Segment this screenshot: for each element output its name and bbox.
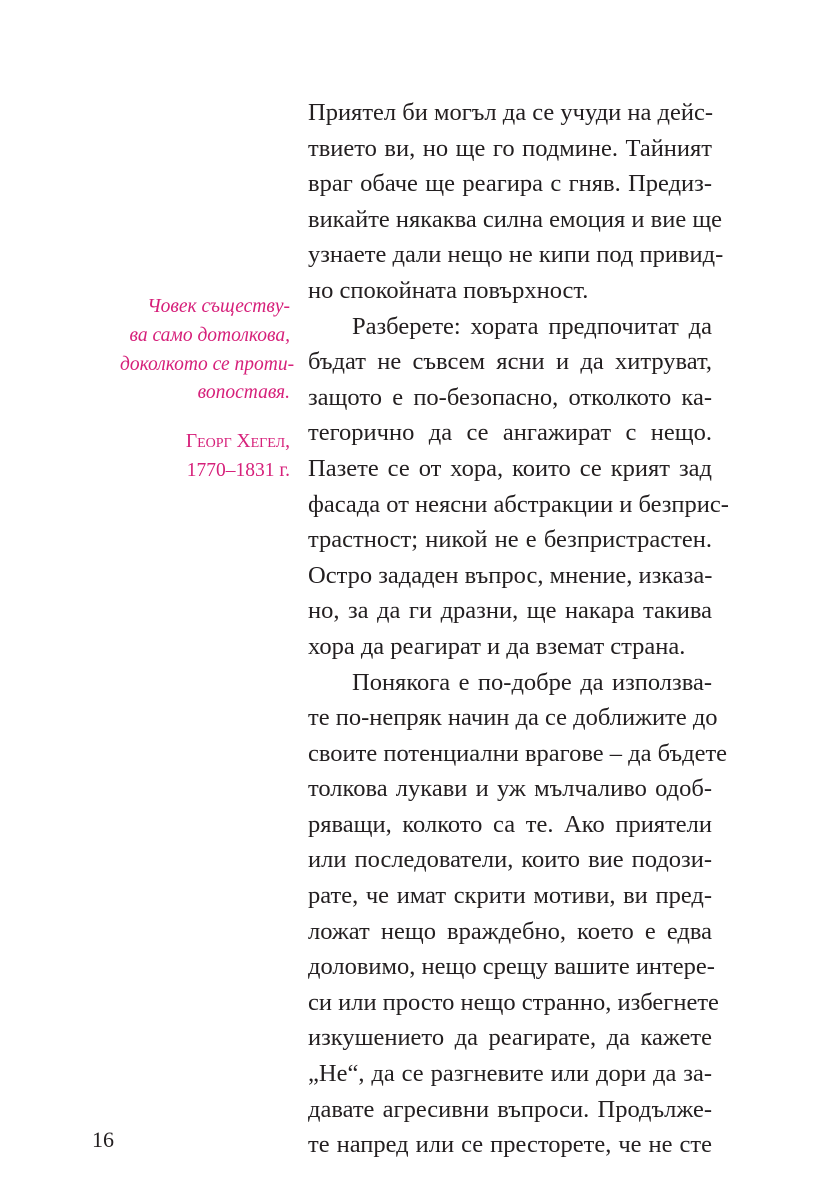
margin-quote (120, 293, 295, 486)
text-line: но, за да ги дразни, ще накара такива (308, 597, 712, 625)
text-line: враг обаче ще реагира с гняв. Предиз- (308, 170, 712, 198)
text-line: те напред или се престорете, че не сте (308, 1131, 712, 1159)
page-number: 16 (92, 1127, 114, 1152)
text-line: те по-непряк начин да се доближите до (308, 704, 718, 732)
text-line: „Не“, да се разгневите или дори да за- (308, 1060, 712, 1088)
text-line: рате, че имат скрити мотиви, ви пред- (308, 882, 712, 910)
quote-attribution (120, 428, 290, 486)
text-line: Приятел би могъл да се учуди на дейс- (308, 99, 713, 126)
text-line: или последователи, които вие подози- (308, 846, 712, 874)
text-line: Понякога е по-добре да използва- (352, 668, 712, 696)
text-line: Разберете: хората предпочитат да (352, 312, 712, 340)
text-line: защото е по-безопасно, отколкото ка- (308, 383, 712, 411)
body-text (308, 95, 729, 1163)
text-line: бъдат не съвсем ясни и да хитруват, (308, 348, 712, 376)
text-line: викайте някаква силна емоция и вие ще (308, 205, 723, 233)
text-line: ложат нещо враждебно, което е едва (308, 917, 712, 945)
text-line: трастност; никой не е безпристрастен. (308, 526, 712, 554)
text-line: но спокойната повърхност. (308, 276, 589, 304)
text-line: толкова лукави и уж мълчаливо одоб- (308, 775, 712, 803)
text-line: доловимо, нещо срещу вашите интере- (308, 953, 715, 981)
text-line: своите потенциални врагове – да бъдете (308, 739, 728, 767)
quote-years: 1770–1831 г. (186, 459, 290, 481)
quote-line: доколкото се проти- (120, 353, 295, 375)
text-line: ряващи, колкото са те. Ако приятели (308, 810, 712, 838)
text-line: Остро зададен въпрос, мнение, изказа- (308, 561, 713, 589)
text-line: изкушението да реагирате, да кажете (308, 1024, 712, 1052)
text-line: узнаете дали нещо не кипи под привид- (308, 241, 724, 269)
quote-line: вопоставя. (197, 382, 290, 404)
text-line: твието ви, но ще го подмине. Тайният (308, 134, 712, 162)
text-line: фасада от неясни абстракции и безприс- (308, 490, 729, 518)
quote-line: ва само дотолкова, (129, 324, 290, 346)
text-line: тегорично да се ангажират с нещо. (308, 419, 712, 447)
text-line: хора да реагират и да вземат страна. (308, 632, 686, 660)
quote-author: Георг Хегел, (185, 431, 290, 453)
text-line: си или просто нещо странно, избегнете (308, 988, 719, 1016)
text-line: Пазете се от хора, които се крият зад (308, 454, 712, 482)
text-line: давате агресивни въпроси. Продълже- (308, 1095, 712, 1123)
quote-line: Човек съществу- (147, 296, 290, 317)
